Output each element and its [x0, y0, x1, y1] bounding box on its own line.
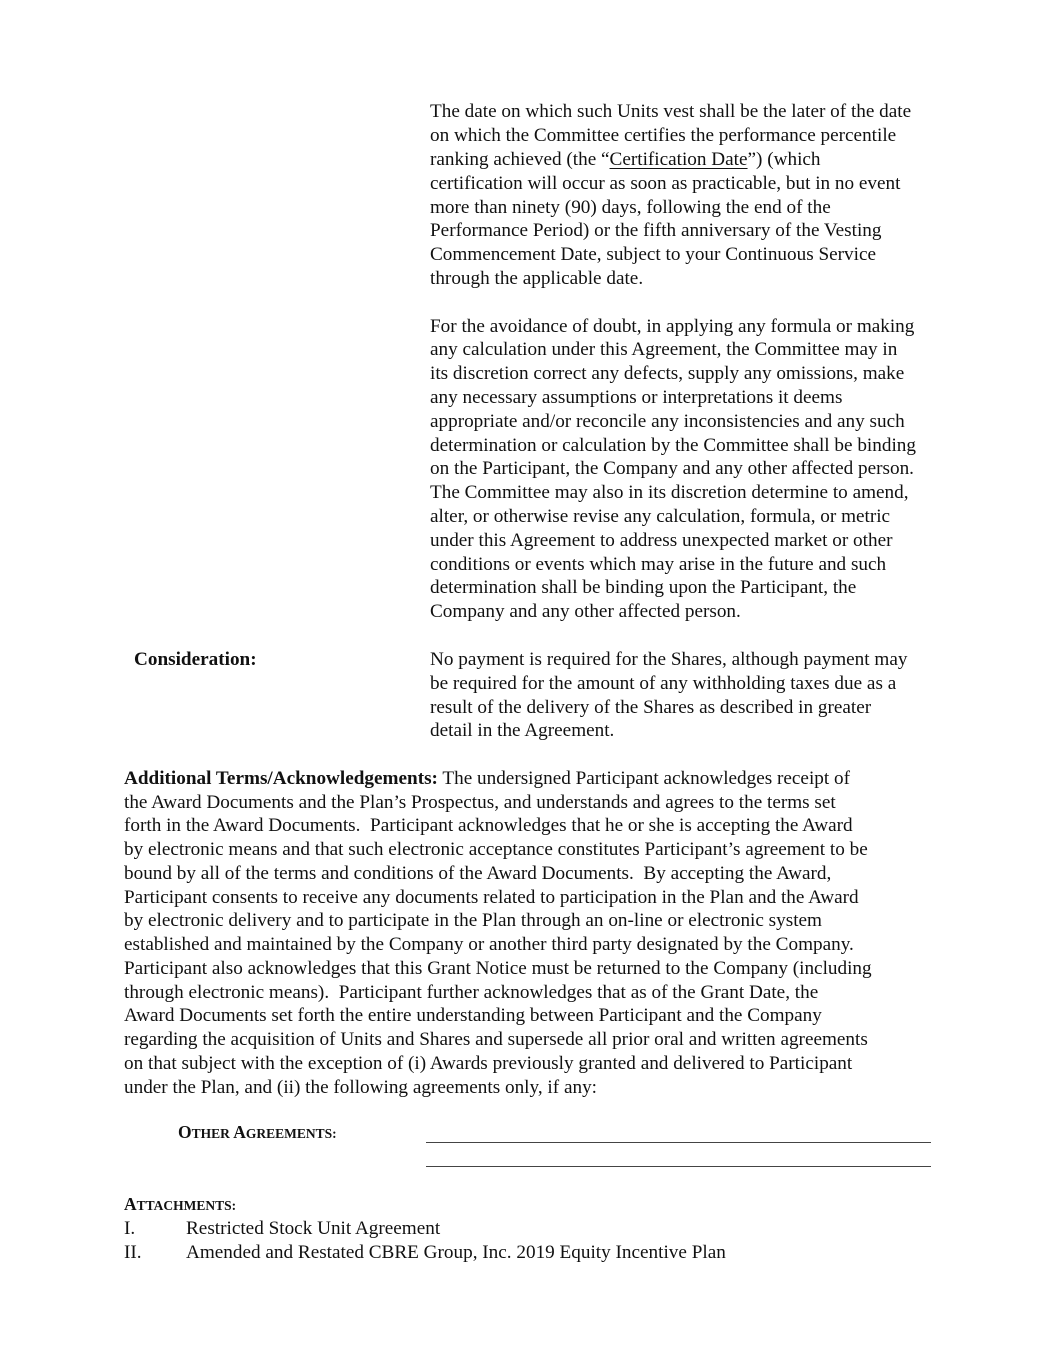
text-line: alter, or otherwise revise any calculation, formula, or metric: [430, 506, 891, 527]
other-agreements-blank-1[interactable]: [426, 1142, 931, 1143]
text-line: by electronic means and that such electronic acceptance constitutes Participant’s agreement to be: [124, 839, 868, 860]
text-line: Commencement Date, subject to your Continuous Service: [430, 244, 877, 265]
text-line: [124, 767, 850, 791]
text-line: For the avoidance of doubt, in applying any formula or making: [430, 316, 915, 337]
text-fragment: ranking achieved (the “: [430, 149, 610, 170]
text-line: Participant also acknowledges that this Grant Notice must be returned to the Company (including: [124, 958, 872, 979]
text-line: certification will occur as soon as practicable, but in no event: [430, 173, 901, 194]
text-line: on that subject with the exception of (i) Awards previously granted and delivered to Participant: [124, 1053, 853, 1074]
text-fragment: The undersigned Participant acknowledges receipt of: [437, 768, 850, 789]
text-line: through electronic means). Participant further acknowledges that as of the Grant Date, the: [124, 982, 819, 1003]
text-line: more than ninety (90) days, following the end of the: [430, 197, 831, 218]
text-line: appropriate and/or reconcile any inconsistencies and any such: [430, 411, 905, 432]
attachment-title: Restricted Stock Unit Agreement: [186, 1218, 441, 1239]
text-line: the Award Documents and the Plan’s Prospectus, and understands and agrees to the terms set: [124, 792, 836, 813]
text-line: bound by all of the terms and conditions of the Award Documents. By accepting the Award,: [124, 863, 832, 884]
text-line: The date on which such Units vest shall be the later of the date: [430, 101, 912, 122]
text-line: Participant consents to receive any documents related to participation in the Plan and the Award: [124, 887, 859, 908]
text-line: Award Documents set forth the entire understanding between Participant and the Company: [124, 1005, 822, 1026]
text-line: Company and any other affected person.: [430, 601, 741, 622]
text-line: by electronic delivery and to participate in the Plan through an on-line or electronic system: [124, 910, 822, 931]
additional-terms-heading: Additional Terms/Acknowledgements:: [124, 768, 438, 789]
text-line: on the Participant, the Company and any other affected person.: [430, 458, 914, 479]
attachment-title: Amended and Restated CBRE Group, Inc. 2019 Equity Incentive Plan: [186, 1242, 726, 1263]
attachment-numeral: I.: [124, 1218, 136, 1239]
defined-term-certification-date: Certification Date: [609, 149, 748, 170]
text-line: under the Plan, and (ii) the following agreements only, if any:: [124, 1077, 597, 1098]
attachments-label: ATTACHMENTS:: [124, 1194, 237, 1214]
text-line: No payment is required for the Shares, although payment may: [430, 649, 908, 670]
text-line: any necessary assumptions or interpretations it deems: [430, 387, 843, 408]
text-line: under this Agreement to address unexpected market or other: [430, 530, 893, 551]
text-line: detail in the Agreement.: [430, 720, 615, 741]
text-line: be required for the amount of any withholding taxes due as a: [430, 673, 897, 694]
text-line: through the applicable date.: [430, 268, 644, 289]
text-line: determination or calculation by the Committee shall be binding: [430, 435, 916, 456]
text-line: Performance Period) or the fifth anniversary of the Vesting: [430, 220, 882, 241]
text-line: any calculation under this Agreement, the Committee may in: [430, 339, 898, 360]
text-fragment: ”) (which: [747, 149, 821, 170]
text-line: determination shall be binding upon the Participant, the: [430, 577, 857, 598]
consideration-label: Consideration:: [134, 649, 257, 670]
text-line: its discretion correct any defects, supply any omissions, make: [430, 363, 905, 384]
text-line: on which the Committee certifies the performance percentile: [430, 125, 897, 146]
text-line: [430, 148, 821, 172]
text-line: The Committee may also in its discretion determine to amend,: [430, 482, 909, 503]
other-agreements-label: OTHER AGREEMENTS:: [178, 1122, 337, 1142]
other-agreements-blank-2[interactable]: [426, 1166, 931, 1167]
text-line: forth in the Award Documents. Participant acknowledges that he or she is accepting the Award: [124, 815, 853, 836]
attachment-numeral: II.: [124, 1242, 142, 1263]
text-line: conditions or events which may arise in the future and such: [430, 554, 887, 575]
text-line: result of the delivery of the Shares as described in greater: [430, 697, 872, 718]
text-line: regarding the acquisition of Units and Shares and supersede all prior oral and written agreements: [124, 1029, 868, 1050]
text-line: established and maintained by the Company or another third party designated by the Company.: [124, 934, 854, 955]
